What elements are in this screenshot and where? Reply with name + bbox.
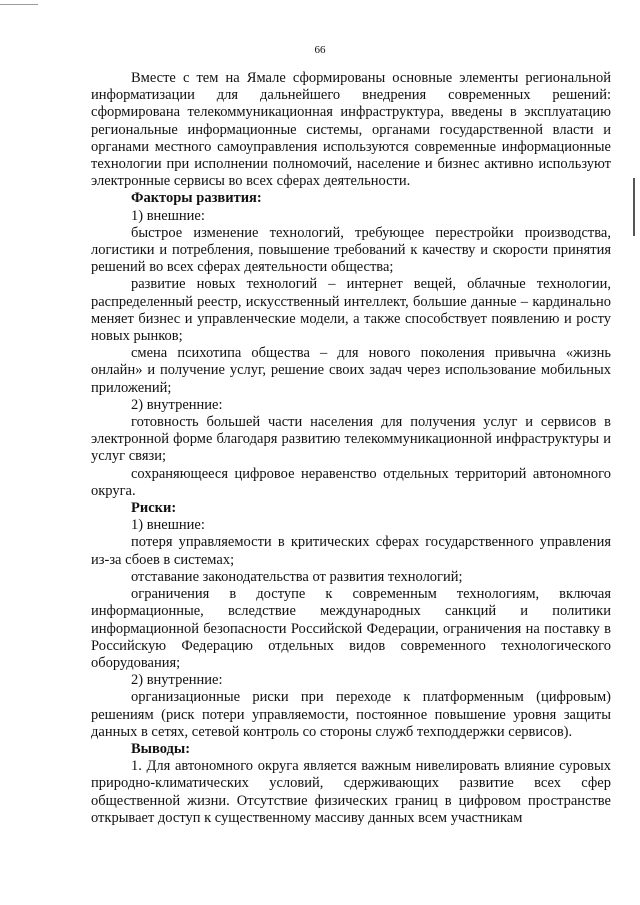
page-number: 66 <box>314 44 326 56</box>
paragraph-factor-5: сохраняющееся цифровое неравенство отдельных территорий автономного округа. <box>91 465 611 499</box>
paragraph-factor-1: быстрое изменение технологий, требующее перестройки производства, логистики и потребления, повышение требований к качеству и скорости принятия решений во всех сферах деятельности общества; <box>91 224 611 276</box>
document-body <box>91 70 611 827</box>
heading-conclusions: Выводы: <box>131 740 191 757</box>
list-label-internal: 2) внутренние: <box>131 672 223 689</box>
paragraph-intro: Вместе с тем на Ямале сформированы основные элементы региональной информатизации для дальнейшего внедрения современных решений: сформирована телекоммуникационная инфраструктура, введены в эксплуатацию региональные информационные системы, органами государственной власти и органами местного самоуправления используются современные информационные технологии при исполнении полномочий, население и бизнес активно используют электронные сервисы во всех сферах деятельности. <box>91 70 611 190</box>
heading-factors: Факторы развития: <box>131 190 262 207</box>
heading-risks: Риски: <box>131 500 177 517</box>
list-label-internal: 2) внутренние: <box>131 396 223 413</box>
paragraph-factor-4: готовность большей части населения для получения услуг и сервисов в электронной форме благодаря развитию телекоммуникационной инфраструктуры и услуг связи; <box>91 414 611 465</box>
scan-artifact-edge <box>633 178 635 236</box>
paragraph-risk-3: ограничения в доступе к современным технологиям, включая информационные, вследствие международных санкций и политики информационной безопасности Российской Федерации, ограничения на поставку в Российскую Федерацию отдельных видов современного технологического оборудования; <box>91 586 611 671</box>
paragraph-risk-4: организационные риски при переходе к платформенным (цифровым) решениям (риск потери управляемости, постоянное повышение уровня защиты данных в сетях, сетевой контроль со стороны служб техподдержки сервисов). <box>91 689 611 740</box>
paragraph-risk-2: отставание законодательства от развития технологий; <box>131 568 463 585</box>
list-label-external: 1) внешние: <box>131 207 205 224</box>
paragraph-factor-3: смена психотипа общества – для нового поколения привычна «жизнь онлайн» и получение услуг, решение своих задач через использование мобильных приложений; <box>91 345 611 396</box>
paragraph-factor-2: развитие новых технологий – интернет вещей, облачные технологии, распределенный реестр, искусственный интеллект, большие данные – кардинально меняет бизнес и управленческие модели, а также способствует появлению и росту новых рынков; <box>91 276 611 345</box>
scan-artifact-line <box>0 4 38 5</box>
paragraph-risk-1: потеря управляемости в критических сферах государственного управления из-за сбоев в системах; <box>91 534 611 568</box>
paragraph-conclusion-1: 1. Для автономного округа является важным нивелировать влияние суровых природно-климатических условий, сдерживающих развитие всех сфер общественной жизни. Отсутствие физических границ в цифровом пространстве открывает доступ к существенному массиву данных всем участникам <box>91 758 611 826</box>
list-label-external: 1) внешние: <box>131 517 205 534</box>
